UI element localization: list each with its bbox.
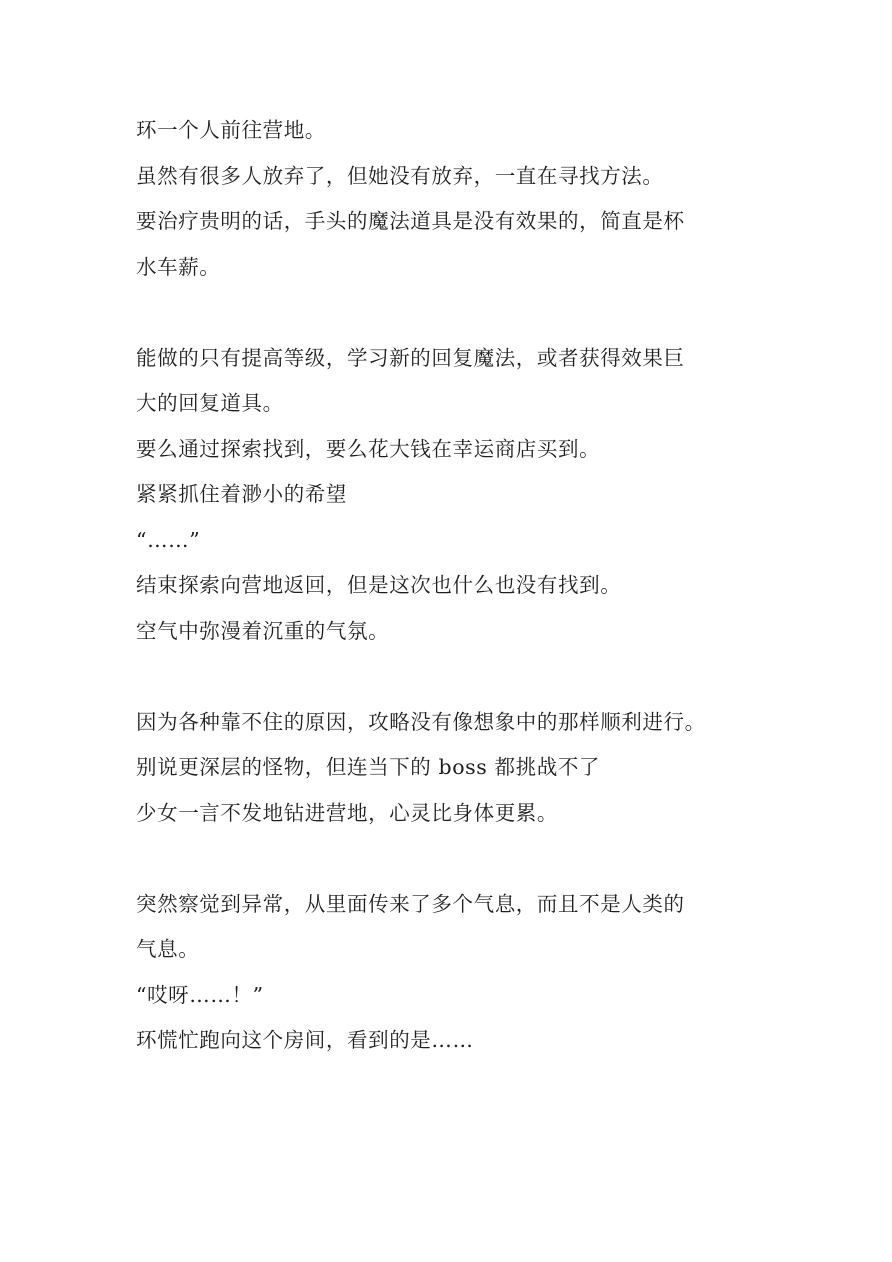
text-line: 环一个人前往营地。 bbox=[136, 118, 326, 142]
text-line: 因为各种靠不住的原因，攻略没有像想象中的那样顺利进行。 bbox=[136, 709, 706, 734]
text-line: 要治疗贵明的话，手头的魔法道具是没有效果的，简直是杯 bbox=[136, 209, 685, 233]
text-line: 空气中弥漫着沉重的气氛。 bbox=[136, 618, 390, 643]
text-line: “……” bbox=[136, 527, 201, 552]
paragraph-gap bbox=[136, 654, 776, 700]
paragraph-gap bbox=[136, 290, 776, 336]
text-line: 能做的只有提高等级，学习新的回复魔法，或者获得效果巨 bbox=[136, 345, 685, 370]
text-line: “哎呀……！” bbox=[136, 982, 264, 1007]
text-line: 紧紧抓住着渺小的希望 bbox=[136, 482, 347, 506]
text-line: 别说更深层的怪物，但连当下的 boss 都挑战不了 bbox=[136, 755, 601, 779]
text-line: 水车薪。 bbox=[136, 254, 221, 279]
text-line: 少女一言不发地钻进营地，心灵比身体更累。 bbox=[136, 800, 558, 825]
text-line: 大的回复道具。 bbox=[136, 391, 284, 415]
text-line: 环慌忙跑向这个房间，看到的是…… bbox=[136, 1028, 474, 1052]
text-line: 要么通过探索找到，要么花大钱在幸运商店买到。 bbox=[136, 436, 601, 461]
paragraph-gap bbox=[136, 836, 776, 882]
text-line: 气息。 bbox=[136, 937, 200, 961]
body-text bbox=[136, 108, 776, 1064]
text-line: 结束探索向营地返回，但是这次也什么也没有找到。 bbox=[136, 573, 622, 597]
text-line: 虽然有很多人放弃了，但她没有放弃，一直在寻找方法。 bbox=[136, 163, 664, 188]
text-line: 突然察觉到异常，从里面传来了多个气息，而且不是人类的 bbox=[136, 891, 685, 916]
